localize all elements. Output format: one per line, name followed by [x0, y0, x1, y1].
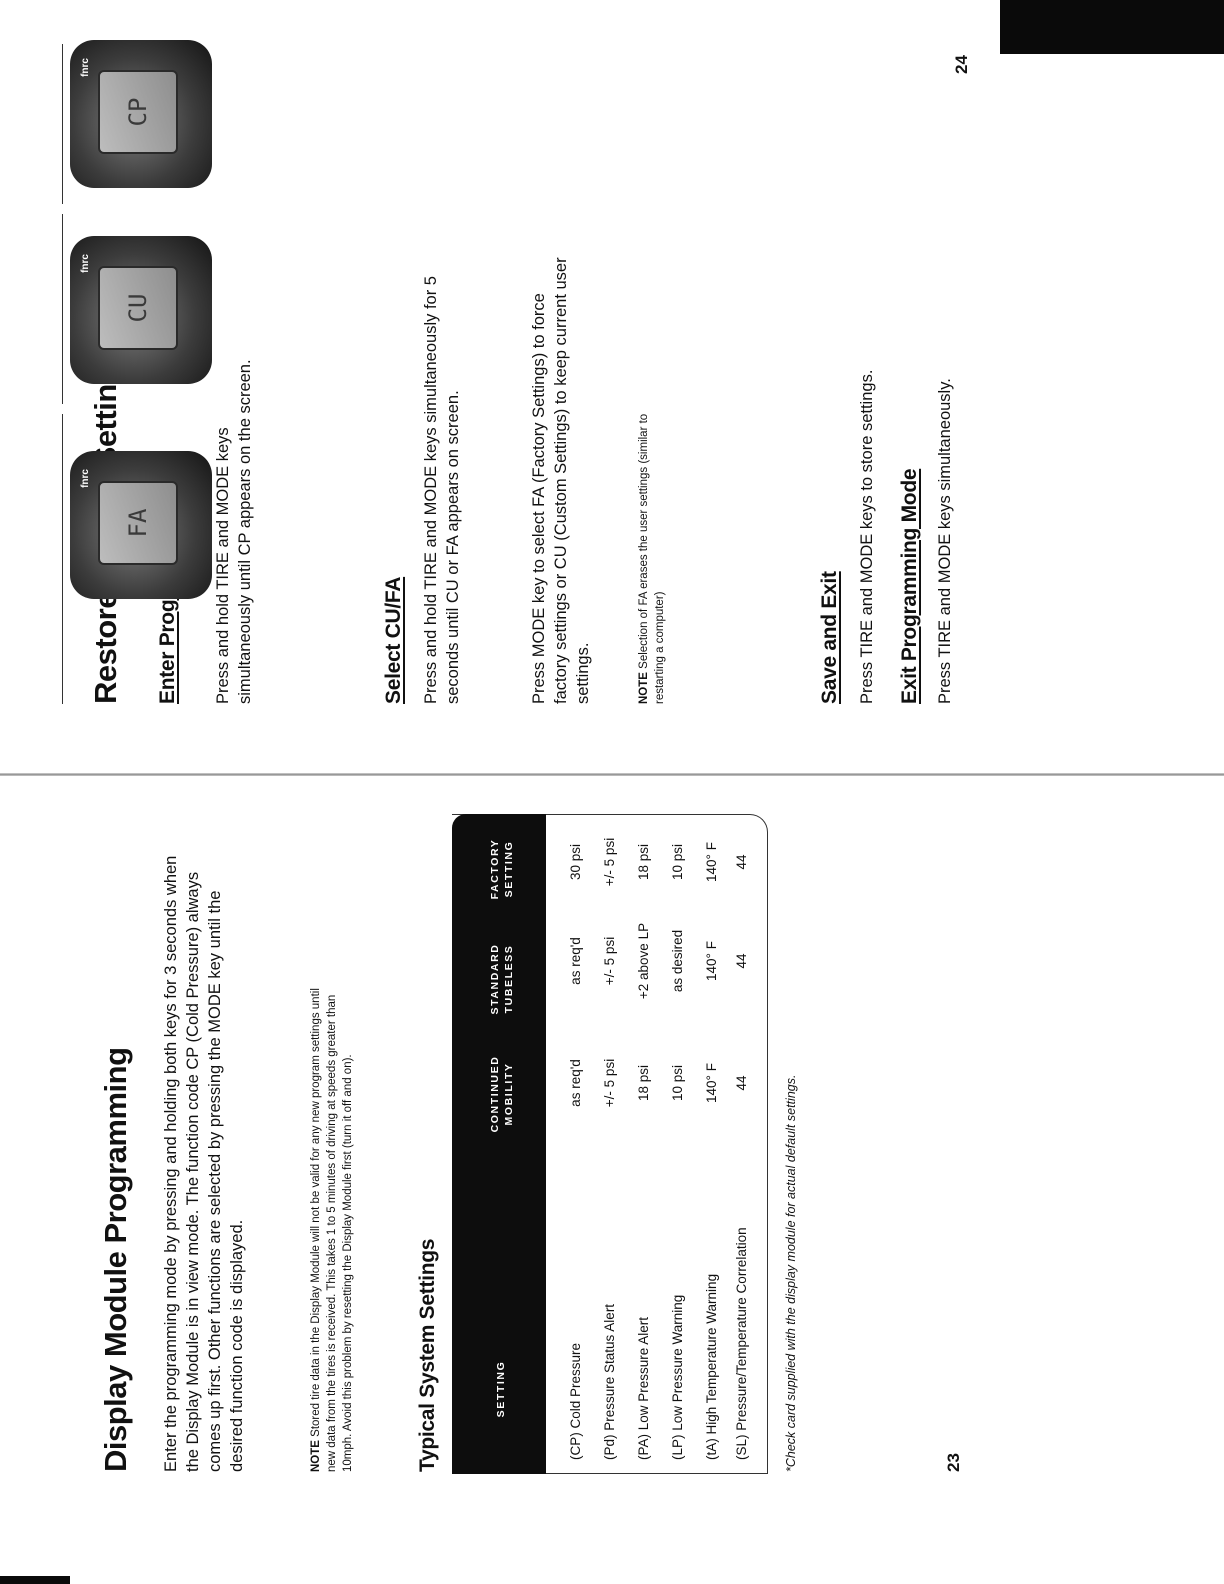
- screen-code: FA: [124, 508, 152, 538]
- scan-edge-bar-left: [0, 1576, 70, 1584]
- heading-exit-programming: Exit Programming Mode: [898, 468, 921, 704]
- display-module-image-cu: [70, 236, 212, 384]
- page-number-right: 24: [952, 55, 971, 74]
- intro-paragraph: Enter the programming mode by pressing and holding both keys for 3 seconds when the Display Module is in view mode. The function code CP (Cold Pressure) always comes up first. Other functions are selected by pressing the MODE key until the desired function code is displayed.: [162, 855, 246, 1472]
- table-cell: as desired: [670, 929, 685, 993]
- table-cell: +2 above LP: [636, 922, 651, 1000]
- header-factory-setting: FACTORY SETTING: [489, 838, 515, 900]
- note-label: NOTE: [310, 1440, 322, 1472]
- header-continued-mobility: CONTINUED MOBILITY: [489, 1055, 515, 1133]
- table-cell: as req'd: [568, 1059, 583, 1107]
- table-cell: 44: [734, 854, 749, 870]
- note-left: [308, 972, 356, 1472]
- note-text: Stored tire data in the Display Module will not be valid for any new program settings until new data from the tires is received. This takes 1 to 5 minutes of driving at speeds greater than 10mph. Avoid this problem by resetting the Display Module first (turn it off and on).: [310, 988, 354, 1472]
- text-select-cufa-2: Press MODE key to select FA (Factory Settings) to force factory settings or CU (Custom Settings) to keep current user settings.: [530, 257, 592, 704]
- text-enter-programming: Press and hold TIRE and MODE keys simultaneously until CP appears on the screen.: [214, 359, 254, 704]
- scan-edge-bar: [1000, 0, 1224, 54]
- page-number-left: 23: [944, 1453, 963, 1472]
- device-screen: [98, 70, 178, 154]
- page-title-left: Display Module Programming: [98, 1047, 133, 1472]
- table-cell: +/- 5 psi: [602, 936, 617, 986]
- heading-save-exit: Save and Exit: [818, 571, 841, 704]
- table-cell-setting: (Pd) Pressure Status Alert: [602, 1303, 617, 1460]
- table-cell: 44: [734, 953, 749, 969]
- table-cell: 18 psi: [636, 843, 651, 881]
- table-cell: 10 psi: [670, 1064, 685, 1102]
- table-cell: +/- 5 psi: [602, 837, 617, 887]
- device-brand: fnrc: [80, 58, 91, 77]
- table-cell: 140° F: [704, 1063, 719, 1103]
- screen-code: CU: [124, 293, 152, 323]
- table-footnote: *Check card supplied with the display module for actual default settings.: [784, 1074, 798, 1472]
- image-rule-2: [62, 214, 63, 404]
- heading-select-cufa: Select CU/FA: [382, 576, 405, 704]
- table-cell: 30 psi: [568, 843, 583, 881]
- image-rule-3: [62, 414, 63, 704]
- table-cell-setting: (PA) Low Pressure Alert: [636, 1316, 651, 1460]
- table-cell: 140° F: [704, 941, 719, 981]
- device-screen: [98, 481, 178, 565]
- table-cell: 44: [734, 1075, 749, 1091]
- table-cell: as req'd: [568, 937, 583, 985]
- note-label-right: NOTE: [638, 672, 650, 704]
- text-exit-programming: Press TIRE and MODE keys simultaneously.: [936, 378, 954, 704]
- table-cell-setting: (CP) Cold Pressure: [568, 1342, 583, 1460]
- display-module-image-save: [70, 451, 212, 599]
- note-right: [636, 384, 668, 704]
- settings-table: [452, 814, 768, 1474]
- table-cell: 10 psi: [670, 843, 685, 881]
- header-setting: SETTING: [495, 1360, 507, 1418]
- page-fold: [0, 773, 1224, 776]
- table-cell: +/- 5 psi: [602, 1058, 617, 1108]
- image-rule-1: [62, 44, 63, 204]
- page-title-right: Restore Settings: [88, 349, 123, 704]
- screen-code: CP: [124, 97, 152, 127]
- table-cell-setting: (tA) High Temperature Warning: [704, 1273, 719, 1460]
- header-standard-tubeless: STANDARD TUBELESS: [489, 943, 515, 1015]
- table-cell: 140° F: [704, 842, 719, 882]
- device-brand: fnrc: [80, 254, 91, 273]
- table-cell-setting: (SL) Pressure/Temperature Correlation: [734, 1227, 749, 1460]
- table-title: Typical System Settings: [416, 1238, 439, 1472]
- device-screen: [98, 266, 178, 350]
- display-module-image-cp: [70, 40, 212, 188]
- table-cell: 18 psi: [636, 1064, 651, 1102]
- table-cell-setting: (LP) Low Pressure Warning: [670, 1294, 685, 1460]
- note-text-right: Selection of FA erases the user settings (similar to restarting a computer): [638, 413, 666, 704]
- device-brand: fnrc: [80, 469, 91, 488]
- text-select-cufa-1: Press and hold TIRE and MODE keys simultaneously for 5 seconds until CU or FA appears on screen.: [422, 276, 462, 704]
- text-save-exit: Press TIRE and MODE keys to store settings.: [858, 369, 876, 704]
